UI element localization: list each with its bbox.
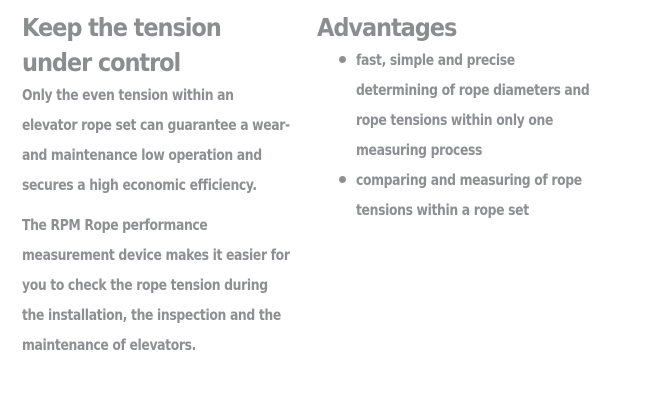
tension-paragraph-1: Only the even tension within an elevator rope set can guarantee a wear- and maintenance low operation and secures a high economic efficiency. bbox=[22, 86, 290, 194]
tension-heading: Keep the tension under control bbox=[22, 13, 221, 77]
bullet-icon bbox=[339, 56, 346, 63]
advantages-section bbox=[317, 10, 607, 225]
tension-section bbox=[22, 10, 292, 360]
advantages-list-item bbox=[317, 165, 607, 225]
tension-paragraph-2: The RPM Rope performance measurement device makes it easier for you to check the rope tension during the installation, the inspection and the maintenance of elevators. bbox=[22, 216, 290, 354]
bullet-icon bbox=[339, 176, 346, 183]
advantages-item-text: fast, simple and precise determining of rope diameters and rope tensions within only one measuring process bbox=[356, 51, 590, 159]
advantages-item-text: comparing and measuring of rope tensions within a rope set bbox=[356, 171, 582, 219]
advantages-list bbox=[317, 45, 607, 225]
advantages-heading: Advantages bbox=[317, 13, 457, 42]
advantages-list-item bbox=[317, 45, 607, 165]
